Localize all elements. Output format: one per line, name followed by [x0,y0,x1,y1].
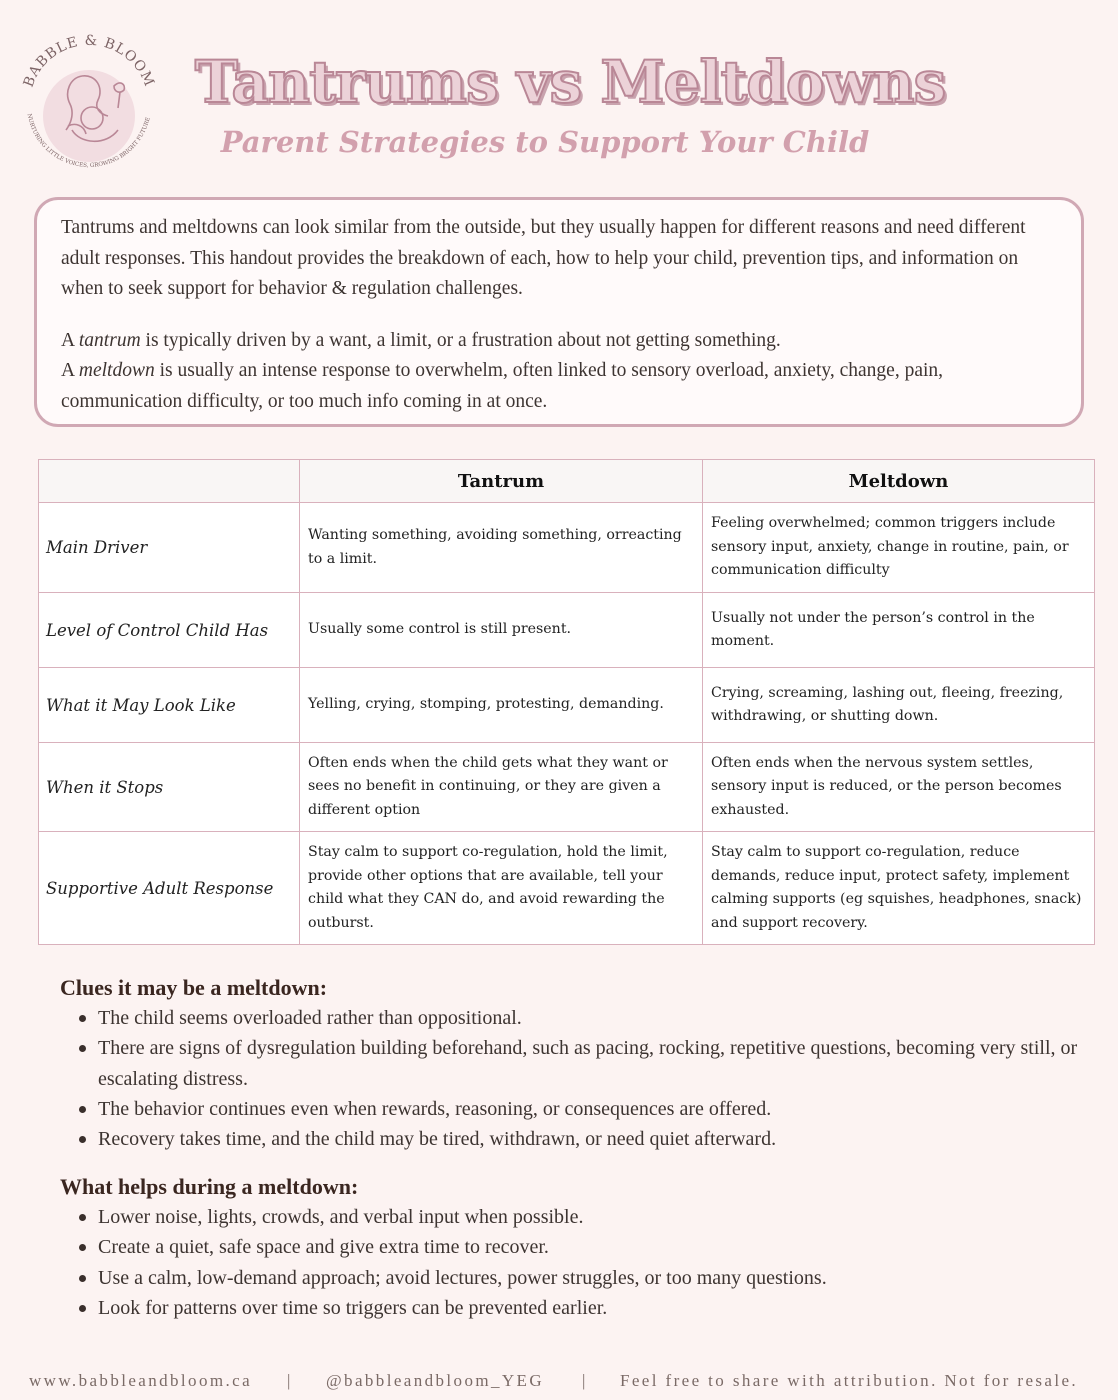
definition-prefix: A [61,329,79,351]
clues-section [60,973,1080,1154]
bullet-icon [79,1136,86,1143]
row-label-level-of-control: Level of Control Child Has [39,593,300,668]
bullet-icon [79,1275,86,1282]
list-item-text: Create a quiet, safe space and give extra time to recover. [98,1236,549,1259]
intro-paragraph: Tantrums and meltdowns can look similar from the outside, but they usually happen for different reasons and need different adult responses. This handout provides the breakdown of each, how to help your child, prevention tips, and information on when to seek support for behavior & regulation challenges. [61,217,1026,299]
bullet-icon [79,1106,86,1113]
list-item [98,1293,1080,1323]
footer-separator: | [287,1371,293,1390]
tantrum-cell: Yelling, crying, stomping, protesting, demanding. [300,668,703,743]
helps-heading: What helps during a meltdown: [60,1174,359,1199]
list-item-text: Recovery takes time, and the child may be tired, withdrawn, or need quiet afterward. [98,1128,777,1151]
table-row [39,593,1095,668]
column-header-empty [39,460,300,503]
list-item-text: The behavior continues even when rewards, reasoning, or consequences are offered. [98,1097,772,1120]
logo-graphic [14,26,164,176]
table-row [39,743,1095,832]
tantrum-cell: Often ends when the child gets what they want or sees no benefit in continuing, or they are given a different option [300,743,703,832]
row-label-when-it-stops: When it Stops [39,743,300,832]
definitions-paragraph [61,326,1057,418]
footer-social-handle[interactable]: @babbleandbloom_YEG [326,1371,544,1390]
list-item-text: The child seems overloaded rather than oppositional. [98,1007,522,1029]
meltdown-term: meltdown [78,360,155,381]
bullet-icon [79,1045,86,1052]
meltdown-definition-text: is usually an intense response to overwhelm, often linked to sensory overload, anxiety, change, pain, communication difficulty, or too much info coming in at once. [61,360,944,412]
helps-list [60,1202,1080,1323]
footer-website-link[interactable]: www.babbleandbloom.ca [29,1371,253,1390]
table-row [39,668,1095,743]
row-label-supportive-response: Supportive Adult Response [39,832,300,945]
table-header-row [39,460,1095,503]
row-label-main-driver: Main Driver [39,503,300,593]
list-item-text: There are signs of dysregulation building beforehand, such as pacing, rocking, repetitive questions, becoming very still, or escalating distress. [98,1037,1078,1090]
meltdown-definition [61,360,943,412]
list-item [98,1094,1080,1124]
column-header-meltdown: Meltdown [703,460,1095,503]
table-row [39,503,1095,593]
list-item [98,1263,1080,1293]
logo-brand-text: BABBLE & BLOOM [20,32,158,90]
list-item-text: Look for patterns over time so triggers can be prevented earlier. [98,1296,608,1319]
footer [0,1366,1118,1396]
row-label-what-it-looks-like: What it May Look Like [39,668,300,743]
bullet-icon [79,1214,86,1221]
brand-logo [14,26,164,176]
list-item-text: Use a calm, low-demand approach; avoid lectures, power struggles, or too many questions. [98,1266,827,1289]
meltdown-cell: Crying, screaming, lashing out, fleeing, freezing, withdrawing, or shutting down. [703,668,1095,743]
tantrum-cell: Stay calm to support co-regulation, hold the limit, provide other options that are available, tell your child what they CAN do, and avoid rewarding the outburst. [300,832,703,945]
list-item [98,1202,1080,1232]
list-item [98,1033,1080,1094]
tantrum-cell: Wanting something, avoiding something, orreacting to a limit. [300,503,703,593]
bullet-icon [79,1305,86,1312]
page-subtitle: Parent Strategies to Support Your Child [220,125,870,159]
meltdown-cell: Stay calm to support co-regulation, reduce demands, reduce input, protect safety, implement calming supports (eg squishes, headphones, snack) and support recovery. [703,832,1095,945]
list-item [98,1003,1080,1033]
helps-section [60,1172,1080,1323]
page-title: Tantrums vs Meltdowns [194,48,946,116]
bullet-icon [79,1244,86,1251]
tantrum-definition-text: is typically driven by a want, a limit, or a frustration about not getting something. [140,329,781,351]
comparison-table [38,459,1095,945]
footer-attribution-note: Feel free to share with attribution. Not for resale. [620,1371,1079,1390]
meltdown-cell: Often ends when the nervous system settles, sensory input is reduced, or the person becomes exhausted. [703,743,1095,832]
logo-tagline-text: NURTURING LITTLE VOICES, GROWING BRIGHT FUTURE [25,113,152,169]
tantrum-term: tantrum [78,329,141,351]
column-header-tantrum: Tantrum [300,460,703,503]
clues-heading: Clues it may be a meltdown: [60,975,328,1000]
tantrum-definition [61,330,781,351]
list-item [98,1124,1080,1154]
meltdown-cell: Feeling overwhelmed; common triggers include sensory input, anxiety, change in routine, pain, or communication difficulty [703,503,1095,593]
meltdown-cell: Usually not under the person’s control in the moment. [703,593,1095,668]
tantrum-cell: Usually some control is still present. [300,593,703,668]
list-item [98,1232,1080,1262]
bullet-icon [79,1015,86,1022]
clues-list [60,1003,1080,1154]
list-item-text: Lower noise, lights, crowds, and verbal input when possible. [98,1206,584,1228]
table-row [39,832,1095,945]
footer-separator: | [582,1371,588,1390]
intro-box [34,197,1084,427]
definition-prefix: A [61,360,79,381]
